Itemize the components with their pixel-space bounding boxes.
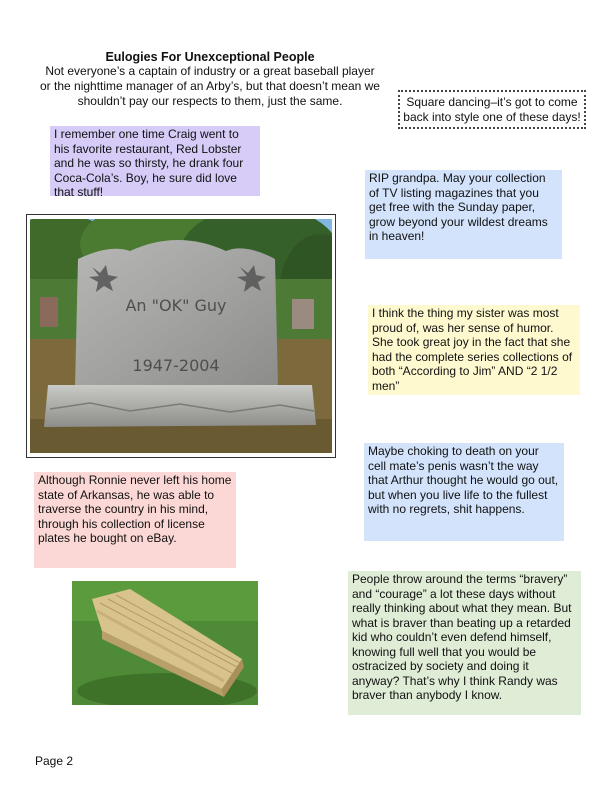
tombstone-image (30, 219, 332, 453)
tombstone-dates: 1947-2004 (132, 356, 220, 375)
ronnie-eulogy-note: Although Ronnie never left his home state of Arkansas, he was able to traverse the country in his mind, through his collection of license plates he bought on eBay. (34, 472, 236, 568)
document-title: Eulogies For Unexceptional People (105, 50, 315, 64)
grandpa-eulogy-note: RIP grandpa. May your collection of TV listing magazines that you get free with the Sunday paper, grow beyond your wildest dreams in heaven! (365, 170, 562, 259)
arthur-eulogy-note: Maybe choking to death on your cell mate’s penis wasn’t the way that Arthur thought he would go out, but when you live life to the fullest with no regrets, shit happens. (364, 443, 564, 541)
intro-paragraph: Not everyone’s a captain of industry or a great baseball player or the nighttime manager of an Arby’s, but that doesn’t mean we shouldn’t pay our respects to them, just the same. (40, 64, 380, 108)
page-number: Page 2 (35, 754, 74, 768)
coffin-photo (72, 581, 258, 710)
square-dancing-note: Square dancing–it’s got to come back into style one of these days! (398, 90, 586, 129)
tombstone-epitaph: An "OK" Guy (125, 296, 227, 315)
tombstone-photo (26, 214, 336, 458)
craig-eulogy-note: I remember one time Craig went to his favorite restaurant, Red Lobster and he was so thirsty, he drank four Coca-Cola’s. Boy, he sure did love that stuff! (50, 126, 260, 196)
sister-eulogy-note: I think the thing my sister was most proud of, was her sense of humor. She took great joy in the fact that she had the complete series collections of both “According to Jim” AND “2 1/2 men” (368, 305, 580, 395)
coffin-image (72, 581, 258, 705)
randy-eulogy-note: People throw around the terms “bravery” and “courage” a lot these days without really thinking about what they mean. But what is braver than beating up a retarded kid who couldn’t even defend himself, knowing full well that you would be ostracized by society and doing it anyway? That’s why I think Randy was braver than anybody I know. (348, 571, 581, 715)
